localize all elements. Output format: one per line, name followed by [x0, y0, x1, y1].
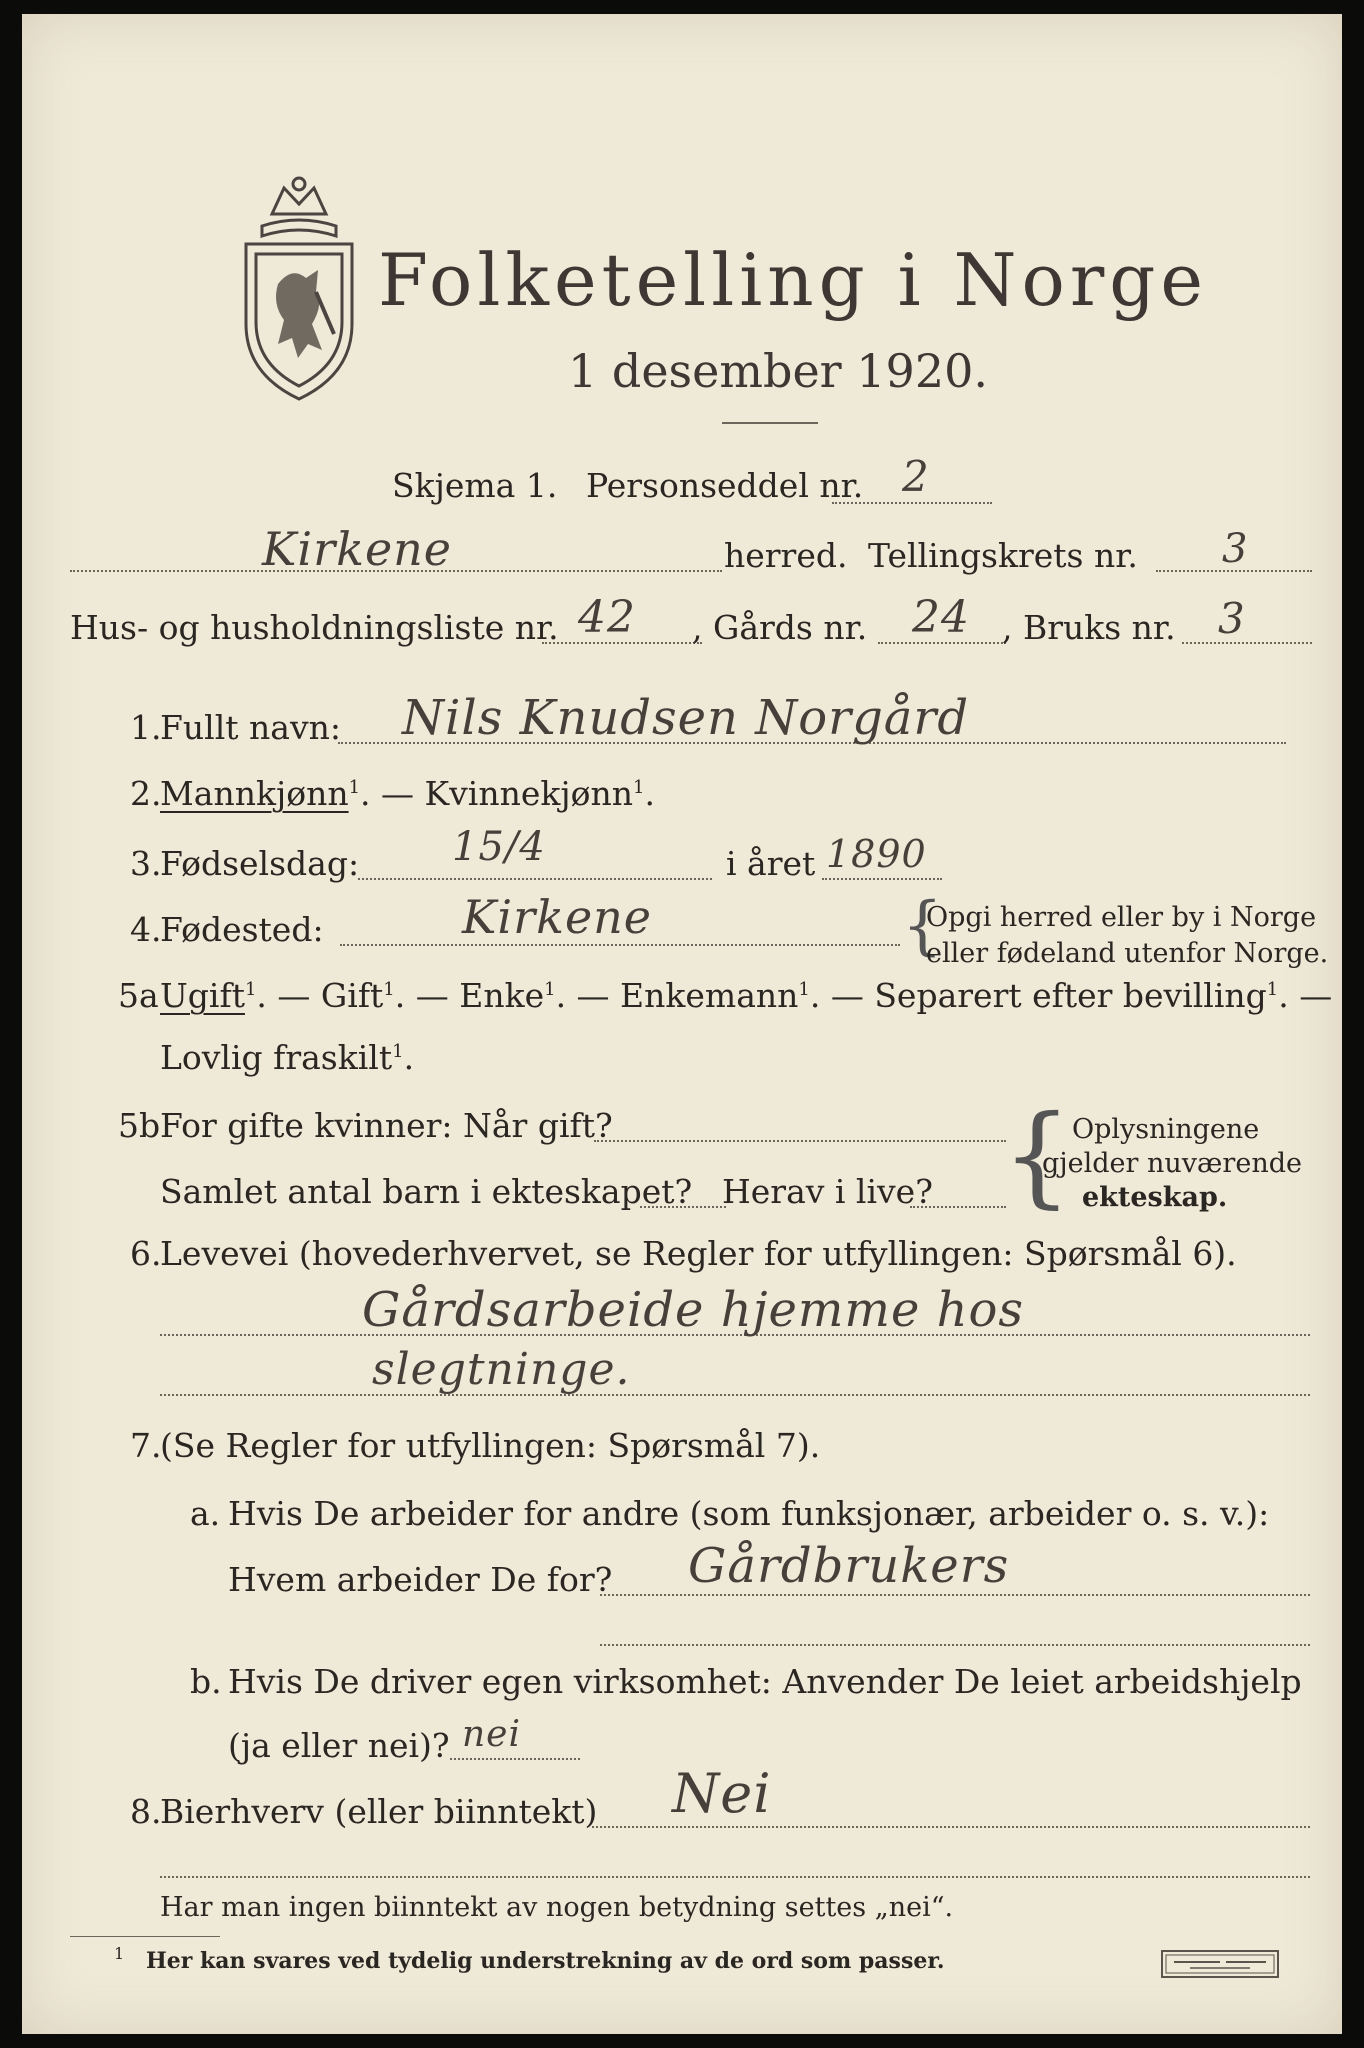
option-separert[interactable]: Separert efter bevilling	[874, 976, 1267, 1015]
q7-number: 7.	[130, 1426, 162, 1465]
alive-field-line	[910, 1206, 1006, 1208]
tellingskrets-label: Tellingskrets nr.	[868, 536, 1138, 575]
q1-label: Fullt navn:	[160, 708, 341, 747]
footnote-ref: 1	[392, 1041, 404, 1062]
option-gift[interactable]: Gift	[320, 976, 384, 1015]
printer-stamp-icon	[1160, 1948, 1280, 1980]
q7-label: (Se Regler for utfyllingen: Spørsmål 7).	[160, 1426, 821, 1465]
q5b-note-3: ekteskap.	[1082, 1182, 1228, 1213]
q5b-children-label: Samlet antal barn i ekteskapet?	[160, 1172, 693, 1211]
footnote-ref: 1	[383, 979, 395, 1000]
birthplace-note-1: Opgi herred eller by i Norge	[926, 902, 1317, 933]
q5b-note-1: Oplysningene	[1072, 1114, 1260, 1145]
option-kvinnekjonn[interactable]: Kvinnekjønn	[424, 774, 634, 813]
q8-number: 8.	[130, 1792, 162, 1831]
herred-value[interactable]: Kirkene	[262, 522, 453, 576]
gender-separator: . —	[360, 774, 425, 813]
option-enke[interactable]: Enke	[459, 976, 545, 1015]
footnote-ref: 1	[244, 979, 257, 1000]
q7b-question: (ja eller nei)?	[228, 1726, 450, 1765]
q7b-letter: b.	[190, 1662, 222, 1701]
footnote-ref: 1	[1266, 979, 1279, 1000]
option-mannkjonn[interactable]: Mannkjønn	[160, 774, 349, 813]
birthday-value[interactable]: 15/4	[452, 824, 546, 870]
option-enkemann[interactable]: Enkemann	[620, 976, 799, 1015]
footnote-text: Her kan svares ved tydelig understrekning av de ord som passer.	[146, 1948, 945, 1974]
employer-field-line	[600, 1594, 1310, 1596]
husliste-label: Hus- og husholdningsliste nr.	[70, 608, 559, 647]
occupation-field-line-2	[160, 1394, 1310, 1396]
marital-status-options: Ugift$^1$. — Gift$^1$. — Enke$^1$. — Enkemann$^1$. — Separert efter bevilling$^1$. —	[160, 976, 1333, 1015]
year-label: i året	[726, 844, 816, 883]
q5b-note-2: gjelder nuværende	[1042, 1148, 1302, 1179]
option-ugift[interactable]: Ugift	[160, 976, 245, 1015]
option-lovlig-fraskilt[interactable]: Lovlig fraskilt	[160, 1038, 393, 1077]
side-income-field-line	[592, 1826, 1310, 1828]
hired-help-value[interactable]: nei	[462, 1714, 522, 1755]
married-when-field-line	[594, 1140, 1006, 1142]
footnote-ref: 1	[798, 979, 810, 1000]
personseddel-value[interactable]: 2	[902, 452, 930, 501]
q6-number: 6.	[130, 1234, 162, 1273]
q4-number: 4.	[130, 910, 162, 949]
occupation-value-1[interactable]: Gårdsarbeide hjemme hos	[362, 1282, 1025, 1338]
title-divider	[722, 422, 818, 424]
bruks-value[interactable]: 3	[1218, 594, 1246, 643]
q7a-letter: a.	[190, 1494, 221, 1533]
birthplace-field-line	[340, 944, 900, 946]
q5b-number: 5b	[118, 1106, 161, 1145]
birth-year-value[interactable]: 1890	[826, 832, 927, 876]
q8-label: Bierhverv (eller biinntekt)	[160, 1792, 598, 1831]
employer-extra-line	[600, 1644, 1310, 1646]
q6-label: Levevei (hovederhvervet, se Regler for utfyllingen: Spørsmål 6).	[160, 1234, 1237, 1273]
coat-of-arms-icon	[232, 174, 366, 406]
birthday-field-line	[358, 878, 712, 880]
birthplace-note-2: eller fødeland utenfor Norge.	[926, 938, 1329, 969]
children-field-line	[640, 1206, 726, 1208]
q5a-number: 5a	[118, 976, 159, 1015]
tellingskrets-value[interactable]: 3	[1222, 526, 1249, 572]
q3-number: 3.	[130, 844, 162, 883]
birthplace-value[interactable]: Kirkene	[462, 890, 653, 944]
gards-value[interactable]: 24	[912, 592, 970, 643]
gards-label: , Gårds nr.	[692, 608, 868, 647]
bruks-field-line	[1182, 642, 1312, 644]
skjema-label: Skjema 1.	[392, 466, 558, 505]
husliste-value[interactable]: 42	[578, 592, 636, 643]
hired-help-field-line	[450, 1758, 580, 1760]
gender-options	[160, 774, 655, 813]
employer-value[interactable]: Gårdbrukers	[688, 1538, 1010, 1594]
footnote-divider	[70, 1936, 220, 1937]
year-field-line	[822, 878, 942, 880]
brace-icon: {	[1002, 1091, 1072, 1219]
personseddel-label: Personseddel nr.	[586, 466, 864, 505]
marital-status-options-cont: Lovlig fraskilt$^1$.	[160, 1038, 415, 1077]
instruction-note: Har man ingen biinntekt av nogen betydning settes „nei“.	[160, 1892, 954, 1923]
q7b-label: Hvis De driver egen virksomhet: Anvender De leiet arbeidshjelp	[228, 1662, 1302, 1701]
side-income-extra-line	[160, 1876, 1310, 1878]
q4-label: Fødested:	[160, 910, 324, 949]
footnote-mark: 1	[114, 1944, 125, 1963]
form-title: Folketelling i Norge	[378, 238, 1208, 322]
q7a-question: Hvem arbeider De for?	[228, 1560, 613, 1599]
footnote-ref: 1	[544, 979, 556, 1000]
q2-number: 2.	[130, 774, 162, 813]
brace-icon: {	[902, 889, 943, 963]
q3-label: Fødselsdag:	[160, 844, 360, 883]
bruks-label: , Bruks nr.	[1002, 608, 1176, 647]
personseddel-field-line	[832, 502, 992, 504]
occupation-value-2[interactable]: slegtninge.	[372, 1344, 631, 1395]
q1-number: 1.	[130, 708, 162, 747]
q5b-alive-label: Herav i live?	[722, 1172, 933, 1211]
full-name-value[interactable]: Nils Knudsen Norgård	[402, 690, 970, 746]
side-income-value[interactable]: Nei	[672, 1762, 772, 1825]
footnote-ref: 1	[348, 777, 361, 798]
footnote-ref: 1	[633, 777, 645, 798]
herred-label: herred.	[724, 536, 848, 575]
q7a-label: Hvis De arbeider for andre (som funksjonær, arbeider o. s. v.):	[228, 1494, 1270, 1533]
gender-end: .	[644, 774, 655, 813]
q5b-married-when-label: For gifte kvinner: Når gift?	[160, 1106, 613, 1145]
census-date: 1 desember 1920.	[568, 344, 988, 398]
census-form	[22, 14, 1342, 2034]
